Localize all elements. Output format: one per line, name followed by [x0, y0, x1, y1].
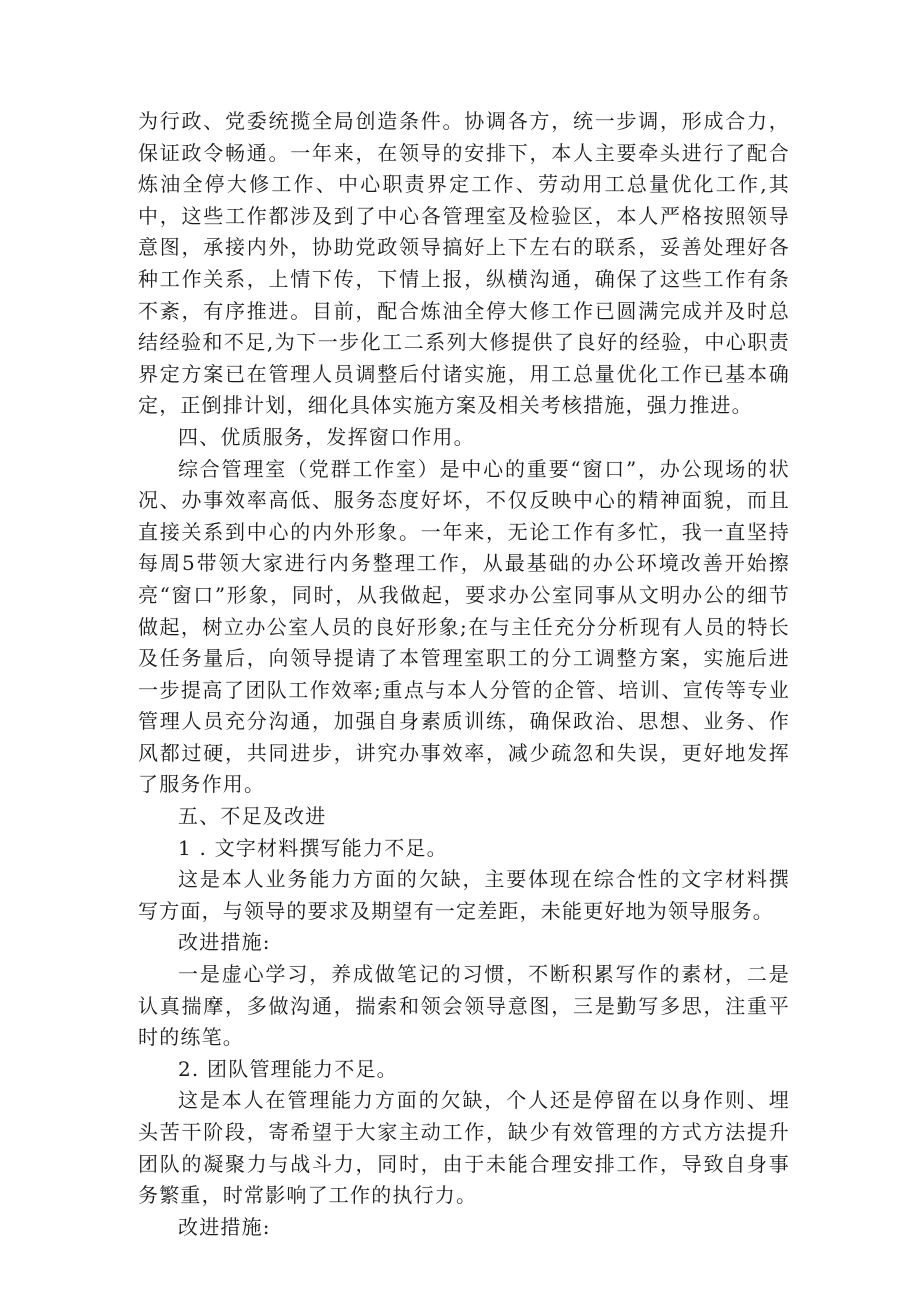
label-improvement-measures-1: 改进措施:	[178, 930, 271, 955]
subheading-writing-ability: 1 . 文字材料撰写能力不足。	[178, 835, 448, 860]
subheading-team-management: 2. 团队管理能力不足。	[178, 1056, 398, 1081]
label-improvement-measures-2: 改进措施:	[178, 1214, 271, 1239]
paragraph-continuation: 为行政、党委统揽全局创造条件。协调各方，统一步调，形成合力，保证政令畅通。一年来，在领导的安排下，本人主要牵头进行了配合炼油全停大修工作、中心职责界定工作、劳动用工总量优化工作,其中，这些工作都涉及到了中心各管理室及检验区，本人严格按照领导意图，承接内外，协助党政领导搞好上下左右的联系，妥善处理好各种工作关系，上情下传，下情上报，纵横沟通，确保了这些工作有条不紊，有序推进。目前，配合炼油全停大修工作已圆满完成并及时总结经验和不足,为下一步化工二系列大修提供了良好的经验，中心职责界定方案已在管理人员调整后付诸实施，用工总量优化工作已基本确定，正倒排计划，细化具体实施方案及相关考核措施，强力推进。	[138, 109, 790, 418]
document-body	[138, 106, 790, 1243]
paragraph-improvement-measures-1: 一是虚心学习，养成做笔记的习惯，不断积累写作的素材，二是认真揣摩，多做沟通，揣索和领会领导意图，三是勤写多思，注重平时的练笔。	[138, 962, 790, 1050]
paragraph-team-shortcoming: 这是本人在管理能力方面的欠缺，个人还是停留在以身作则、埋头苦干阶段，寄希望于大家主动工作，缺少有效管理的方式方法提升团队的凝聚力与战斗力，同时，由于未能合理安排工作，导致自身事务繁重，时常影响了工作的执行力。	[138, 1088, 790, 1208]
paragraph-writing-shortcoming: 这是本人业务能力方面的欠缺，主要体现在综合性的文字材料撰写方面，与领导的要求及期望有一定差距，未能更好地为领导服务。	[138, 867, 790, 923]
section-heading-four: 四、优质服务，发挥窗口作用。	[178, 424, 475, 449]
paragraph-window-role: 综合管理室（党群工作室）是中心的重要“窗口”，办公现场的状况、办事效率高低、服务态度好坏，不仅反映中心的精神面貌，而且直接关系到中心的内外形象。一年来，无论工作有多忙，我一直坚持每周5带领大家进行内务整理工作，从最基础的办公环境改善开始擦亮“窗口”形象，同时，从我做起，要求办公室同事从文明办公的细节做起，树立办公室人员的良好形象;在与主任充分分析现有人员的特长及任务量后，向领导提请了本管理室职工的分工调整方案，实施后进一步提高了团队工作效率;重点与本人分管的企管、培训、宣传等专业管理人员充分沟通，加强自身素质训练，确保政治、思想、业务、作风都过硬，共同进步，讲究办事效率，减少疏忽和失误，更好地发挥了服务作用。	[138, 456, 790, 797]
section-heading-five: 五、不足及改进	[178, 804, 327, 829]
